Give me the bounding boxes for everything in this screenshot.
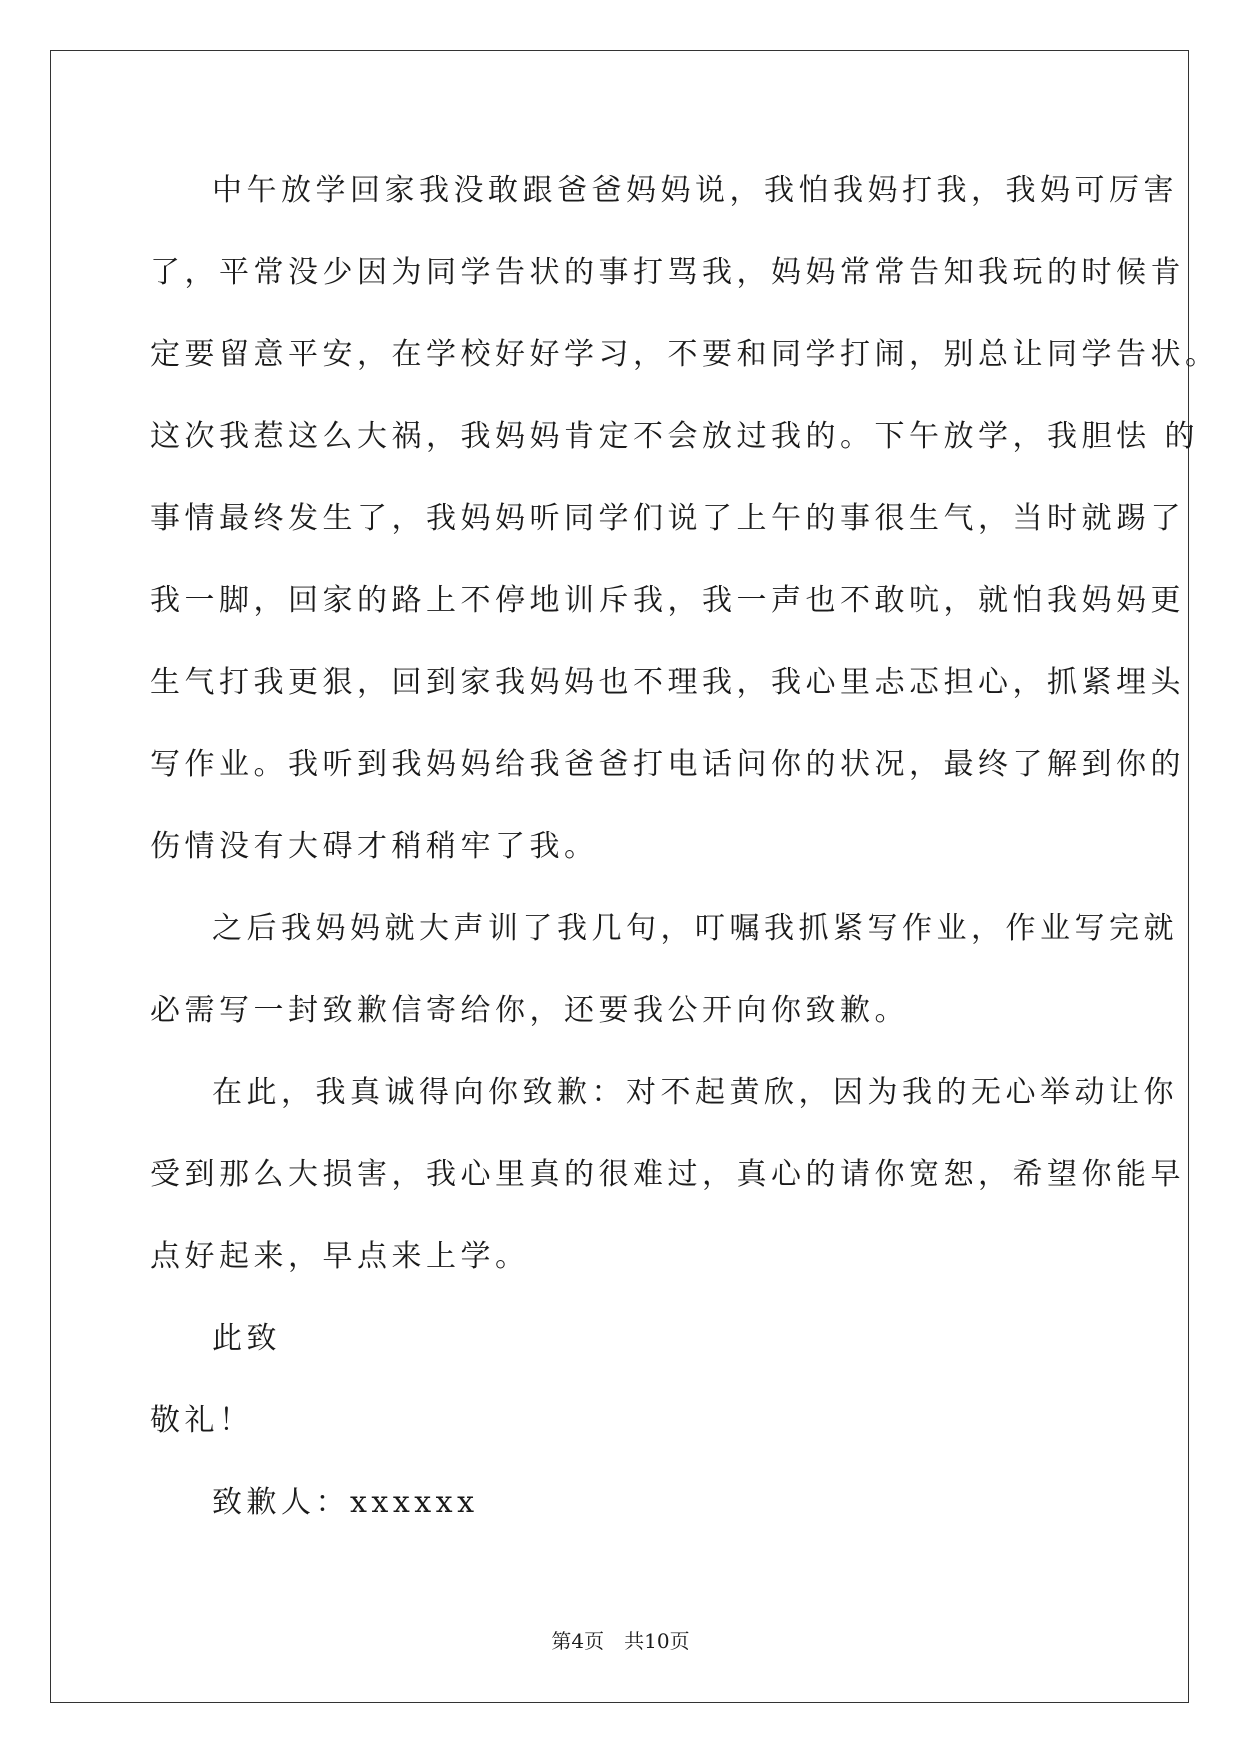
paragraph-line: 写作业。我听到我妈妈给我爸爸打电话问你的状况，最终了解到你的 <box>150 747 1185 782</box>
paragraph-line: 定要留意平安，在学校好好学习，不要和同学打闹，别总让同学告状。 <box>150 337 1220 372</box>
closing-line: 此致 <box>212 1321 281 1356</box>
paragraph-line: 事情最终发生了，我妈妈听同学们说了上午的事很生气，当时就踢了 <box>150 501 1185 536</box>
paragraph-line: 之后我妈妈就大声训了我几句，叮嘱我抓紧写作业，作业写完就 <box>212 911 1178 946</box>
paragraph-line: 必需写一封致歉信寄给你，还要我公开向你致歉。 <box>150 993 909 1028</box>
paragraph-line: 伤情没有大碍才稍稍牢了我。 <box>150 829 599 864</box>
paragraph-line: 在此，我真诚得向你致歉：对不起黄欣，因为我的无心举动让你 <box>212 1075 1178 1110</box>
paragraph-line: 中午放学回家我没敢跟爸爸妈妈说，我怕我妈打我，我妈可厉害 <box>212 173 1178 208</box>
paragraph-line: 了，平常没少因为同学告状的事打骂我，妈妈常常告知我玩的时候肯 <box>150 255 1185 290</box>
letter-body <box>150 163 1220 1557</box>
salutation-line: 敬礼！ <box>150 1403 254 1438</box>
paragraph-line: 这次我惹这么大祸，我妈妈肯定不会放过我的。下午放学，我胆怯 的 <box>150 419 1200 454</box>
page-footer <box>0 1625 1241 1654</box>
page-number: 第4页 <box>551 1629 605 1653</box>
paragraph-line: 点好起来，早点来上学。 <box>150 1239 530 1274</box>
paragraph-line: 我一脚，回家的路上不停地训斥我，我一声也不敢吭，就怕我妈妈更 <box>150 583 1185 618</box>
paragraph-line: 生气打我更狠，回到家我妈妈也不理我，我心里忐忑担心，抓紧埋头 <box>150 665 1185 700</box>
page-total: 共10页 <box>624 1629 690 1653</box>
signature-line: 致歉人：xxxxxx <box>212 1485 479 1520</box>
paragraph-line: 受到那么大损害，我心里真的很难过，真心的请你宽恕，希望你能早 <box>150 1157 1185 1192</box>
